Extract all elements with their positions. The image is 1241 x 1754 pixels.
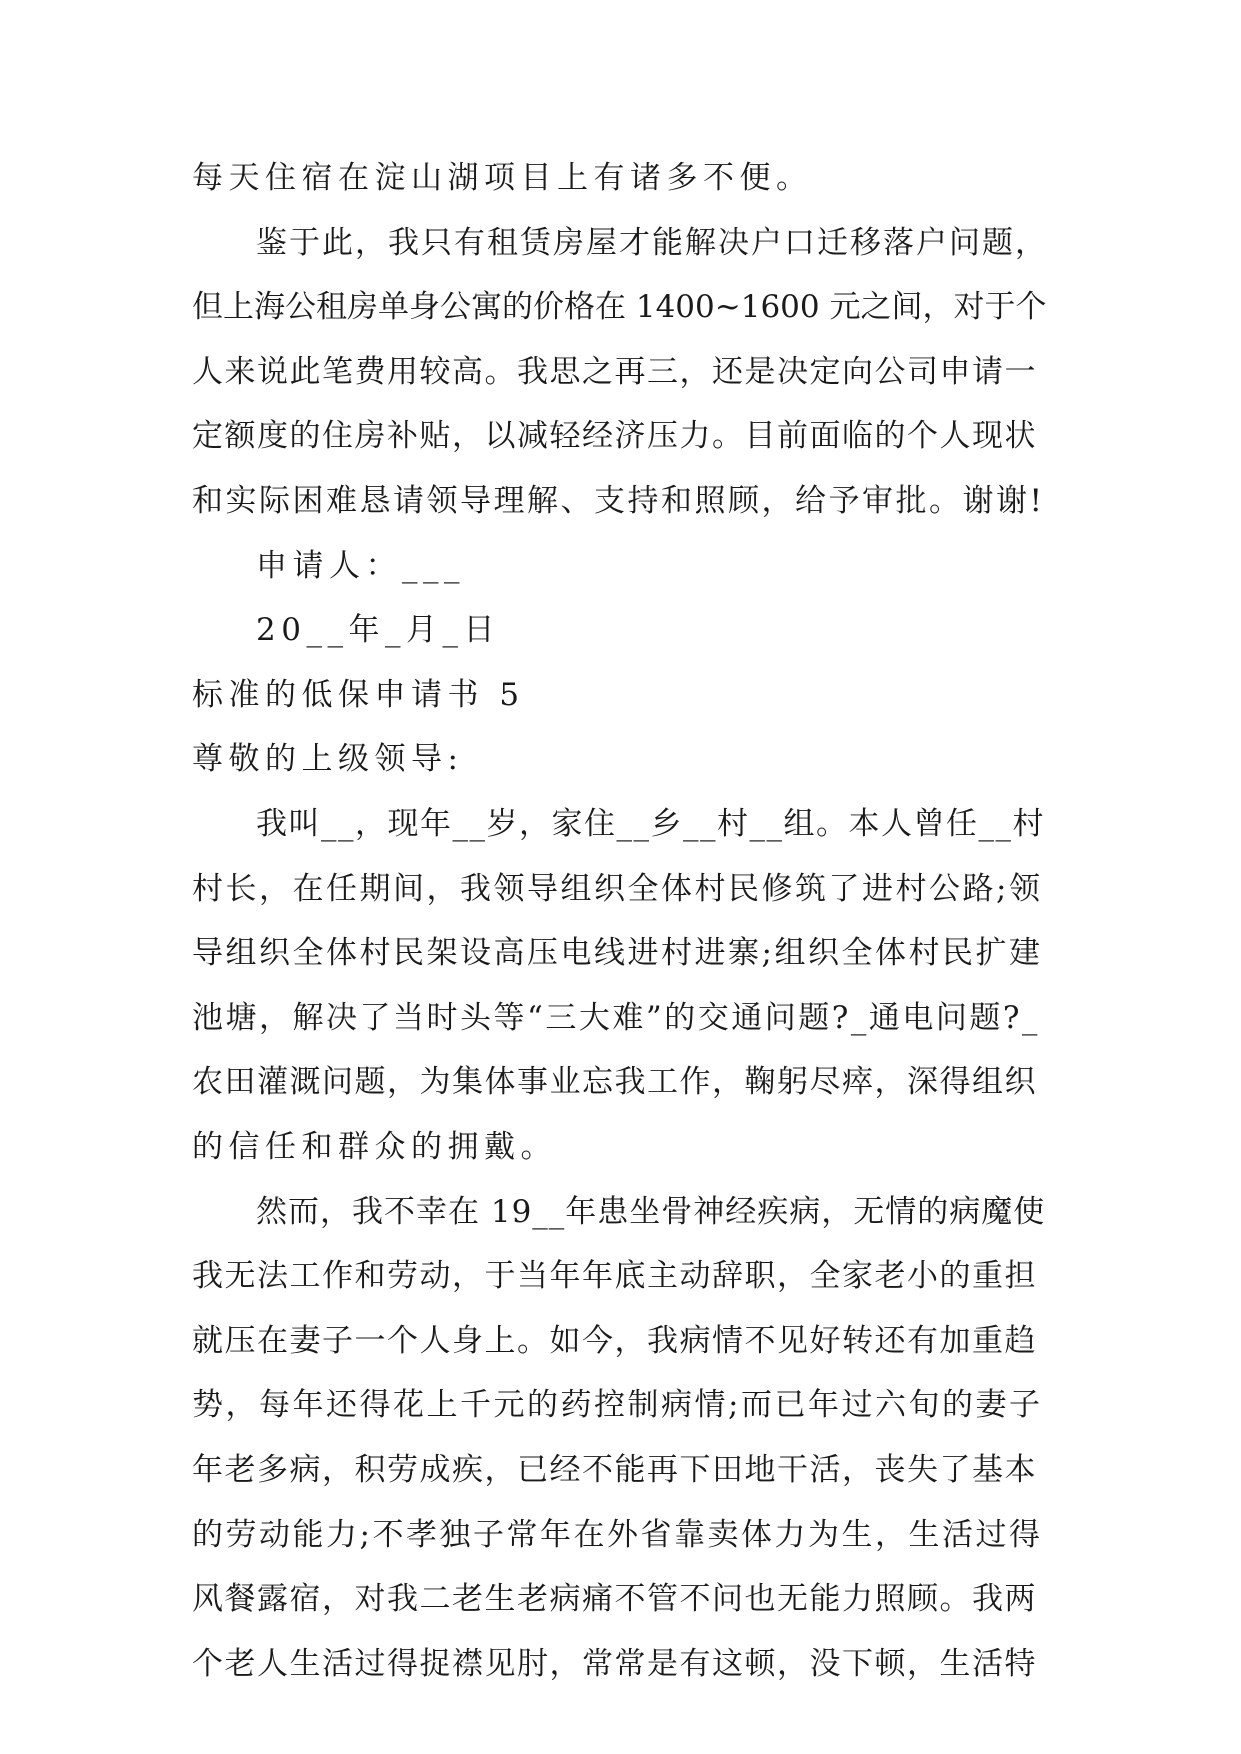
paragraph-line: 的信任和群众的拥戴。 xyxy=(192,1129,557,1165)
paragraph-line: 个老人生活过得捉襟见肘，常常是有这顿，没下顿，生活特 xyxy=(192,1646,1037,1682)
paragraph-line: 和实际困难恳请领导理解、支持和照顾，给予审批。谢谢! xyxy=(192,483,1045,519)
paragraph-line: 每天住宿在淀山湖项目上有诸多不便。 xyxy=(192,160,813,196)
paragraph-line: 风餐露宿，对我二老生老病痛不管不问也无能力照顾。我两 xyxy=(192,1581,1037,1617)
paragraph-line: 定额度的住房补贴，以减轻经济压力。目前面临的个人现状 xyxy=(192,418,1037,454)
paragraph-line: 人来说此笔费用较高。我思之再三，还是决定向公司申请一 xyxy=(192,354,1037,390)
paragraph-line: 导组织全体村民架设高压电线进村进寨;组织全体村民扩建 xyxy=(192,935,1043,971)
paragraph-line: 鉴于此，我只有租赁房屋才能解决户口迁移落户问题， xyxy=(256,225,1048,261)
paragraph-line: 池塘，解决了当时头等“三大难”的交通问题?_通电问题?_ xyxy=(192,1000,1040,1036)
paragraph-line: 我无法工作和劳动，于当年年底主动辞职，全家老小的重担 xyxy=(192,1258,1037,1294)
paragraph-line: 然而，我不幸在 19__年患坐骨神经疾病，无情的病魔使 xyxy=(256,1194,1046,1230)
salutation: 尊敬的上级领导: xyxy=(192,741,464,777)
paragraph-line: 的劳动能力;不孝独子常年在外省靠卖体力为生，生活过得 xyxy=(192,1517,1043,1553)
paragraph-line: 我叫__，现年__岁，家住__乡__村__组。本人曾任__村 xyxy=(256,806,1045,842)
paragraph-line: 势，每年还得花上千元的药控制病情;而已年过六旬的妻子 xyxy=(192,1387,1043,1423)
paragraph-line: 村长，在任期间，我领导组织全体村民修筑了进村公路;领 xyxy=(192,871,1043,907)
section-heading: 标准的低保申请书 5 xyxy=(192,677,525,713)
paragraph-line: 但上海公租房单身公寓的价格在 1400~1600 元之间，对于个 xyxy=(192,289,1047,325)
date-line: 20__年_月_日 xyxy=(256,612,500,648)
paragraph-line: 就压在妻子一个人身上。如今，我病情不见好转还有加重趋 xyxy=(192,1323,1037,1359)
applicant-signature-line: 申请人：___ xyxy=(256,548,465,584)
paragraph-line: 农田灌溉问题，为集体事业忘我工作，鞠躬尽瘁，深得组织 xyxy=(192,1064,1037,1100)
paragraph-line: 年老多病，积劳成疾，已经不能再下田地干活，丧失了基本 xyxy=(192,1452,1037,1488)
